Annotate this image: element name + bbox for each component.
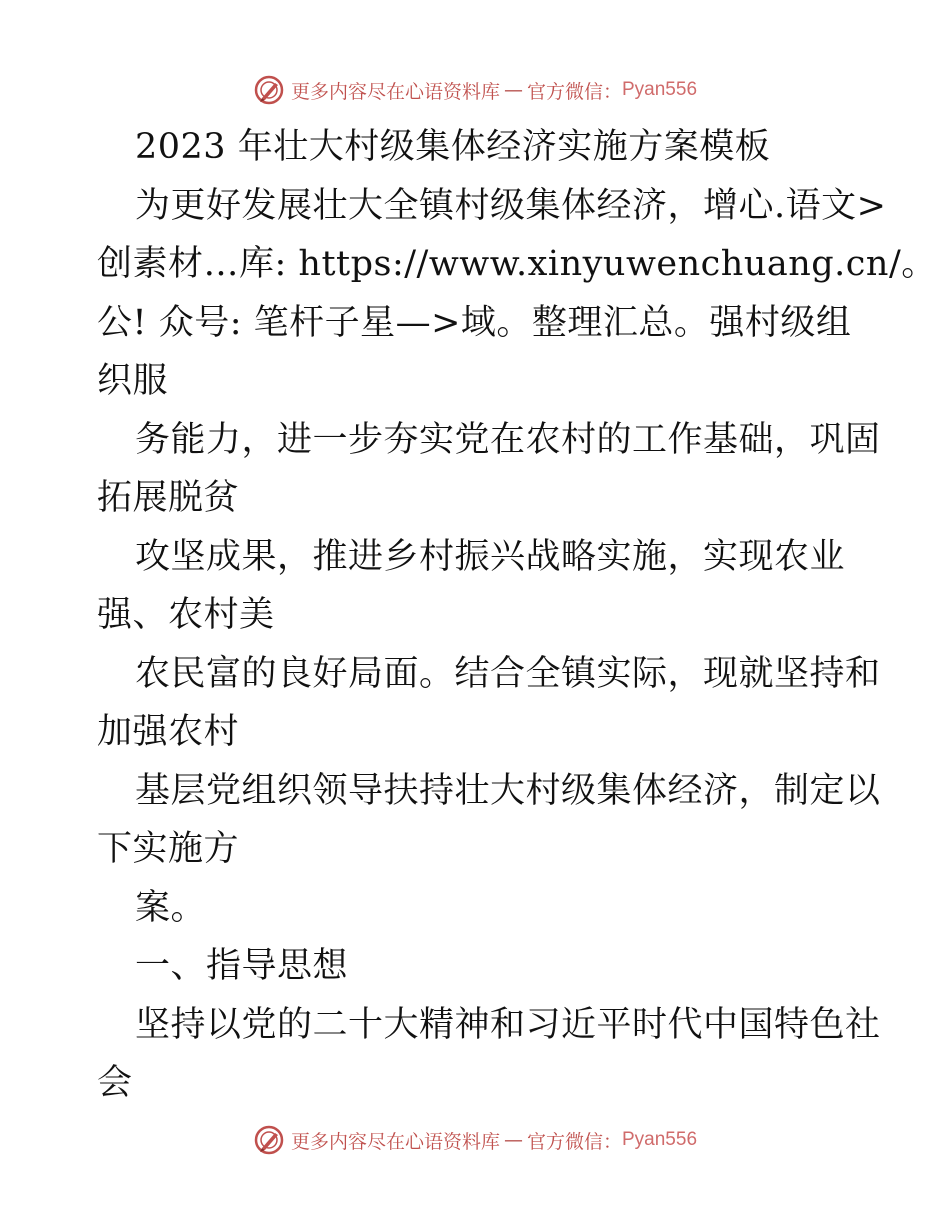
document-line: 攻坚成果，推进乡村振兴战略实施，实现农业	[135, 536, 846, 577]
document-line: 会	[97, 1063, 133, 1103]
document-line: 织服	[97, 361, 169, 401]
document-line: 强、农村美	[97, 595, 275, 635]
document-body	[97, 118, 937, 1113]
document-line: 2023 年壮大村级集体经济实施方案模板	[135, 127, 771, 167]
banner-text: 更多内容尽在心语资料库	[290, 80, 500, 103]
pen-logo-icon	[253, 74, 285, 106]
document-line: 农民富的良好局面。结合全镇实际，现就坚持和	[135, 653, 881, 694]
banner-wechat-label: 官方微信：	[526, 80, 622, 103]
banner-separator: —	[503, 1129, 523, 1151]
banner-wechat-id: Pyan556	[622, 79, 698, 100]
document-line: 拓展脱贫	[97, 478, 240, 518]
document-line: 公! 众号: 笔杆子星—>域。整理汇总。强村级组	[97, 302, 852, 343]
document-line: 务能力，进一步夯实党在农村的工作基础，巩固	[135, 419, 881, 460]
banner-wechat-id: Pyan556	[622, 1129, 698, 1150]
footer-banner	[0, 1122, 950, 1158]
document-line: 基层党组织领导扶持壮大村级集体经济，制定以	[135, 770, 881, 811]
document-line: 加强农村	[97, 712, 240, 752]
document-line: 下实施方	[97, 829, 240, 869]
header-banner	[0, 72, 950, 108]
document-line: 案。	[135, 887, 207, 928]
banner-wechat-label: 官方微信：	[526, 1130, 622, 1153]
banner-separator: —	[503, 79, 523, 101]
banner-text: 更多内容尽在心语资料库	[290, 1130, 500, 1153]
document-line: 创素材…库: https://www.xinyuwenchuang.cn/。	[97, 244, 937, 284]
document-line: 为更好发展壮大全镇村级集体经济，增心.语文>	[135, 185, 887, 226]
pen-logo-icon	[253, 1124, 285, 1156]
document-line: 坚持以党的二十大精神和习近平时代中国特色社	[135, 1004, 881, 1045]
document-line: 一、指导思想	[135, 946, 349, 986]
